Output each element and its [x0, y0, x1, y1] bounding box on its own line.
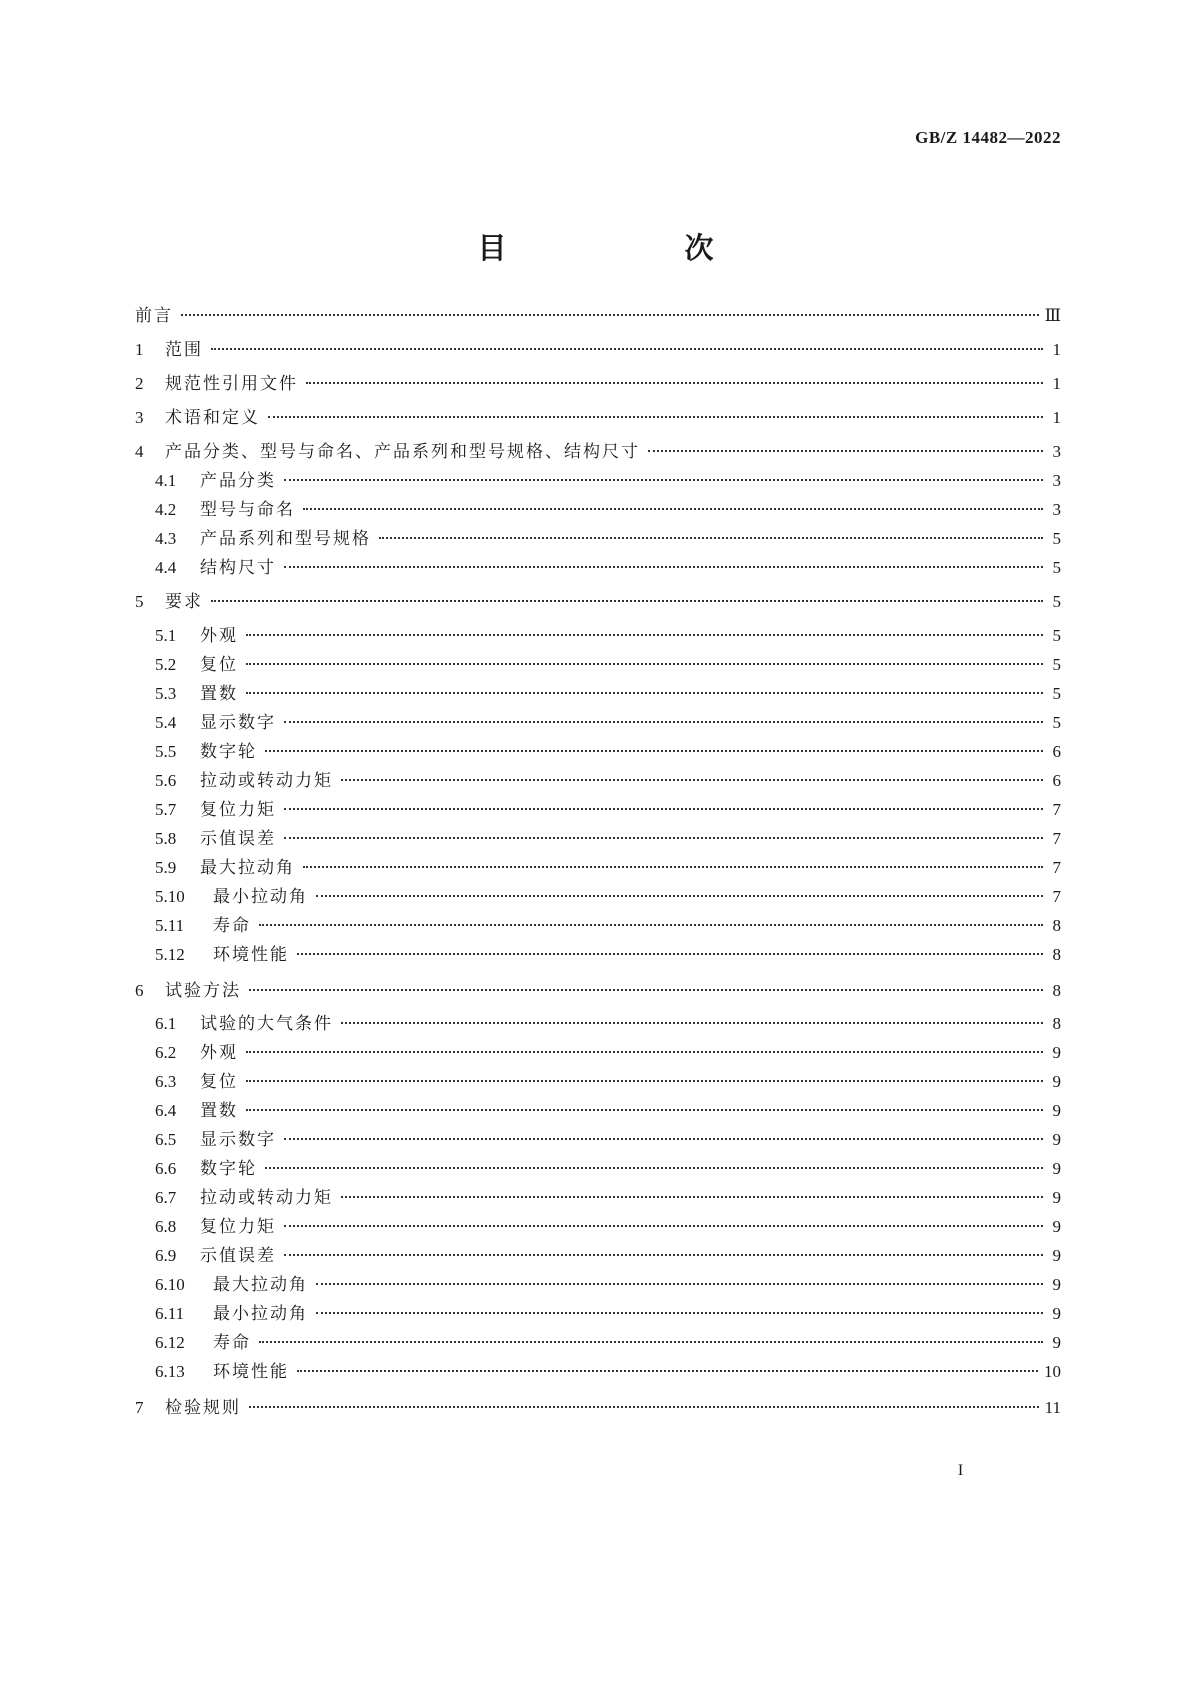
- toc-leader: [341, 1022, 1043, 1024]
- toc-entry[interactable]: [155, 557, 1061, 579]
- toc-entry-number: 1: [135, 340, 144, 359]
- toc-entry[interactable]: [155, 1158, 1061, 1180]
- toc-leader: [246, 692, 1043, 694]
- toc-entry-number: 6.11: [155, 1304, 185, 1323]
- toc-entry-page: 9: [1052, 1246, 1061, 1265]
- toc-leader: [265, 750, 1043, 752]
- toc-entry-label: 环境性能: [213, 1362, 289, 1382]
- toc-entry[interactable]: [155, 1013, 1061, 1035]
- toc-entry-label: 显示数字: [200, 713, 276, 733]
- toc-entry-page: 3: [1052, 500, 1061, 519]
- toc-entry-label: 显示数字: [200, 1130, 276, 1150]
- toc-entry[interactable]: [155, 1274, 1061, 1296]
- toc-entry-number: 6.6: [155, 1159, 177, 1178]
- toc-entry-number: 6.5: [155, 1130, 177, 1149]
- toc-entry-page: 7: [1052, 829, 1061, 848]
- toc-entry-number: 6.3: [155, 1072, 177, 1091]
- toc-entry-number: 2: [135, 374, 144, 393]
- toc-entry[interactable]: [155, 499, 1061, 521]
- toc-entry-number: 6.2: [155, 1043, 177, 1062]
- toc-entry-page: 5: [1052, 684, 1061, 703]
- toc-entry-label: 要求: [165, 592, 203, 612]
- toc-entry[interactable]: [155, 799, 1061, 821]
- toc-entry-number: 4.2: [155, 500, 177, 519]
- toc-leader: [211, 348, 1043, 350]
- toc-entry-page: 6: [1052, 742, 1061, 761]
- toc-entry-page: 9: [1052, 1043, 1061, 1062]
- toc-leader: [284, 1254, 1043, 1256]
- toc-entry-number: 5.1: [155, 626, 177, 645]
- toc-entry-number: 6.7: [155, 1188, 177, 1207]
- toc-leader: [211, 600, 1043, 602]
- toc-entry-page: 5: [1052, 626, 1061, 645]
- toc-entry-label: 复位力矩: [200, 800, 276, 820]
- toc-leader: [316, 1312, 1043, 1314]
- toc-entry-number: 6: [135, 981, 144, 1000]
- toc-entry-number: 5: [135, 592, 144, 611]
- toc-leader: [341, 779, 1043, 781]
- toc-entry-page: 5: [1052, 529, 1061, 548]
- toc-entry[interactable]: [155, 1332, 1061, 1354]
- page-title: 目 次: [477, 231, 754, 265]
- toc-entry-label: 术语和定义: [165, 408, 260, 428]
- toc-entry[interactable]: [155, 1216, 1061, 1238]
- toc-entry-page: 10: [1044, 1362, 1061, 1381]
- toc-entry[interactable]: [155, 915, 1061, 937]
- toc-entry-label: 最小拉动角: [213, 887, 308, 907]
- toc-entry-number: 5.3: [155, 684, 177, 703]
- toc-entry-label: 试验的大气条件: [200, 1014, 333, 1034]
- toc-entry-page: 7: [1052, 800, 1061, 819]
- toc-entry-page: 9: [1052, 1333, 1061, 1352]
- toc-entry-page: 9: [1052, 1304, 1061, 1323]
- toc-entry-page: 3: [1052, 442, 1061, 461]
- toc-entry-label: 产品分类、型号与命名、产品系列和型号规格、结构尺寸: [165, 442, 640, 462]
- toc-entry-page: 9: [1052, 1188, 1061, 1207]
- toc-leader: [284, 1138, 1043, 1140]
- toc-entry-number: 5.6: [155, 771, 177, 790]
- toc-entry-label: 数字轮: [200, 742, 257, 762]
- toc-entry-number: 6.10: [155, 1275, 185, 1294]
- toc-entry-page: 7: [1052, 858, 1061, 877]
- toc-entry-number: 5.10: [155, 887, 185, 906]
- toc-leader: [316, 1283, 1043, 1285]
- toc-entry[interactable]: [155, 654, 1061, 676]
- toc-entry-page: 5: [1052, 592, 1061, 611]
- toc-leader: [246, 663, 1043, 665]
- toc-entry-number: 4.1: [155, 471, 177, 490]
- toc-entry-number: 5.7: [155, 800, 177, 819]
- toc-entry-number: 5.11: [155, 916, 185, 935]
- toc-entry-page: 6: [1052, 771, 1061, 790]
- toc-leader: [316, 895, 1043, 897]
- toc-entry[interactable]: [135, 305, 1061, 327]
- toc-entry-label: 示值误差: [200, 829, 276, 849]
- toc-entry-page: 5: [1052, 558, 1061, 577]
- toc-leader: [181, 314, 1039, 316]
- toc-entry[interactable]: [135, 441, 1061, 463]
- toc-entry-page: 5: [1052, 713, 1061, 732]
- toc-leader: [284, 721, 1043, 723]
- toc-leader: [259, 1341, 1043, 1343]
- toc-entry-number: 3: [135, 408, 144, 427]
- toc-entry-page: 9: [1052, 1130, 1061, 1149]
- toc-leader: [284, 479, 1043, 481]
- toc-entry-label: 产品系列和型号规格: [200, 529, 371, 549]
- toc-entry-page: 8: [1052, 945, 1061, 964]
- toc-entry[interactable]: [155, 1129, 1061, 1151]
- toc-entry-label: 试验方法: [165, 981, 241, 1001]
- toc-entry-number: 5.8: [155, 829, 177, 848]
- toc-entry[interactable]: [155, 1245, 1061, 1267]
- toc-entry-label: 最大拉动角: [200, 858, 295, 878]
- toc-leader: [249, 1406, 1039, 1408]
- toc-entry-page: 9: [1052, 1217, 1061, 1236]
- toc-entry[interactable]: [155, 470, 1061, 492]
- toc-leader: [306, 382, 1043, 384]
- page-number: I: [957, 1462, 964, 1479]
- toc-entry-page: 9: [1052, 1072, 1061, 1091]
- toc-leader: [379, 537, 1043, 539]
- toc-entry[interactable]: [155, 712, 1061, 734]
- toc-entry-number: 5.4: [155, 713, 177, 732]
- toc-entry-label: 外观: [200, 626, 238, 646]
- toc-leader: [246, 1080, 1043, 1082]
- toc-leader: [249, 989, 1043, 991]
- toc-entry[interactable]: [155, 1361, 1061, 1383]
- toc-entry[interactable]: [155, 828, 1061, 850]
- toc-entry-label: 产品分类: [200, 471, 276, 491]
- toc-entry-number: 6.13: [155, 1362, 185, 1381]
- toc-entry[interactable]: [155, 1187, 1061, 1209]
- toc-leader: [246, 634, 1043, 636]
- toc-entry-label: 置数: [200, 1101, 238, 1121]
- toc-entry-number: 6.9: [155, 1246, 177, 1265]
- toc-entry-page: 1: [1052, 374, 1061, 393]
- toc-entry-label: 拉动或转动力矩: [200, 771, 333, 791]
- toc-entry[interactable]: [135, 339, 1061, 361]
- toc-entry[interactable]: [155, 1071, 1061, 1093]
- toc-entry-label: 外观: [200, 1043, 238, 1063]
- toc-leader: [297, 953, 1043, 955]
- toc-entry-page: 8: [1052, 1014, 1061, 1033]
- toc-entry-number: 5.2: [155, 655, 177, 674]
- toc-entry[interactable]: [135, 373, 1061, 395]
- toc-entry[interactable]: [155, 741, 1061, 763]
- toc-entry-page: 9: [1052, 1101, 1061, 1120]
- toc-entry-page: 5: [1052, 655, 1061, 674]
- toc-entry-label: 拉动或转动力矩: [200, 1188, 333, 1208]
- toc-entry-page: 8: [1052, 916, 1061, 935]
- toc-leader: [284, 837, 1043, 839]
- toc-entry-number: 5.9: [155, 858, 177, 877]
- toc-entry-label: 寿命: [213, 916, 251, 936]
- toc-entry-number: 5.5: [155, 742, 177, 761]
- toc-leader: [259, 924, 1043, 926]
- toc-entry[interactable]: [155, 886, 1061, 908]
- toc-entry-number: 5.12: [155, 945, 185, 964]
- toc-entry-page: 9: [1052, 1159, 1061, 1178]
- toc-entry[interactable]: [135, 407, 1061, 429]
- toc-entry-page: 1: [1052, 408, 1061, 427]
- toc-entry-page: 7: [1052, 887, 1061, 906]
- toc-entry[interactable]: [135, 591, 1061, 613]
- toc-entry[interactable]: [155, 857, 1061, 879]
- toc-entry-page: Ⅲ: [1044, 306, 1061, 325]
- toc-entry-label: 前言: [135, 306, 173, 326]
- toc-entry-label: 数字轮: [200, 1159, 257, 1179]
- toc-entry-page: 8: [1052, 981, 1061, 1000]
- toc-leader: [297, 1370, 1038, 1372]
- toc-leader: [284, 566, 1043, 568]
- toc-entry-page: 3: [1052, 471, 1061, 490]
- toc-entry-number: 4.3: [155, 529, 177, 548]
- toc-leader: [246, 1051, 1043, 1053]
- toc-leader: [284, 1225, 1043, 1227]
- toc-entry-number: 6.8: [155, 1217, 177, 1236]
- standard-code: GB/Z 14482—2022: [915, 128, 1061, 147]
- toc-leader: [648, 450, 1043, 452]
- toc-entry[interactable]: [155, 528, 1061, 550]
- toc-entry-label: 寿命: [213, 1333, 251, 1353]
- toc-entry-label: 示值误差: [200, 1246, 276, 1266]
- toc-entry[interactable]: [155, 1303, 1061, 1325]
- toc-entry-label: 复位: [200, 655, 238, 675]
- toc-entry-label: 置数: [200, 684, 238, 704]
- toc-entry-number: 4: [135, 442, 144, 461]
- toc-leader: [284, 808, 1043, 810]
- toc-entry-label: 检验规则: [165, 1398, 241, 1418]
- toc-entry-label: 型号与命名: [200, 500, 295, 520]
- toc-entry-number: 6.1: [155, 1014, 177, 1033]
- toc-leader: [246, 1109, 1043, 1111]
- toc-entry-page: 9: [1052, 1275, 1061, 1294]
- toc-entry-label: 结构尺寸: [200, 558, 276, 578]
- toc-entry-label: 最小拉动角: [213, 1304, 308, 1324]
- toc-entry-label: 环境性能: [213, 945, 289, 965]
- toc-entry[interactable]: [155, 1042, 1061, 1064]
- toc-entry-label: 范围: [165, 340, 203, 360]
- toc-entry-number: 7: [135, 1398, 144, 1417]
- toc-entry-number: 6.4: [155, 1101, 177, 1120]
- toc-entry-label: 最大拉动角: [213, 1275, 308, 1295]
- toc-entry[interactable]: [155, 683, 1061, 705]
- toc-leader: [268, 416, 1043, 418]
- toc-entry[interactable]: [135, 1397, 1061, 1419]
- toc-leader: [303, 866, 1043, 868]
- toc-entry-label: 复位力矩: [200, 1217, 276, 1237]
- toc-entry[interactable]: [155, 770, 1061, 792]
- toc-entry-number: 4.4: [155, 558, 177, 577]
- toc-entry-number: 6.12: [155, 1333, 185, 1352]
- toc-leader: [265, 1167, 1043, 1169]
- toc-leader: [303, 508, 1043, 510]
- toc-leader: [341, 1196, 1043, 1198]
- toc-entry[interactable]: [135, 980, 1061, 1002]
- toc-entry-page: 1: [1052, 340, 1061, 359]
- toc-entry[interactable]: [155, 944, 1061, 966]
- toc-entry-label: 规范性引用文件: [165, 374, 298, 394]
- toc-entry-page: 11: [1044, 1398, 1061, 1417]
- toc-entry[interactable]: [155, 625, 1061, 647]
- toc-entry[interactable]: [155, 1100, 1061, 1122]
- toc-entry-label: 复位: [200, 1072, 238, 1092]
